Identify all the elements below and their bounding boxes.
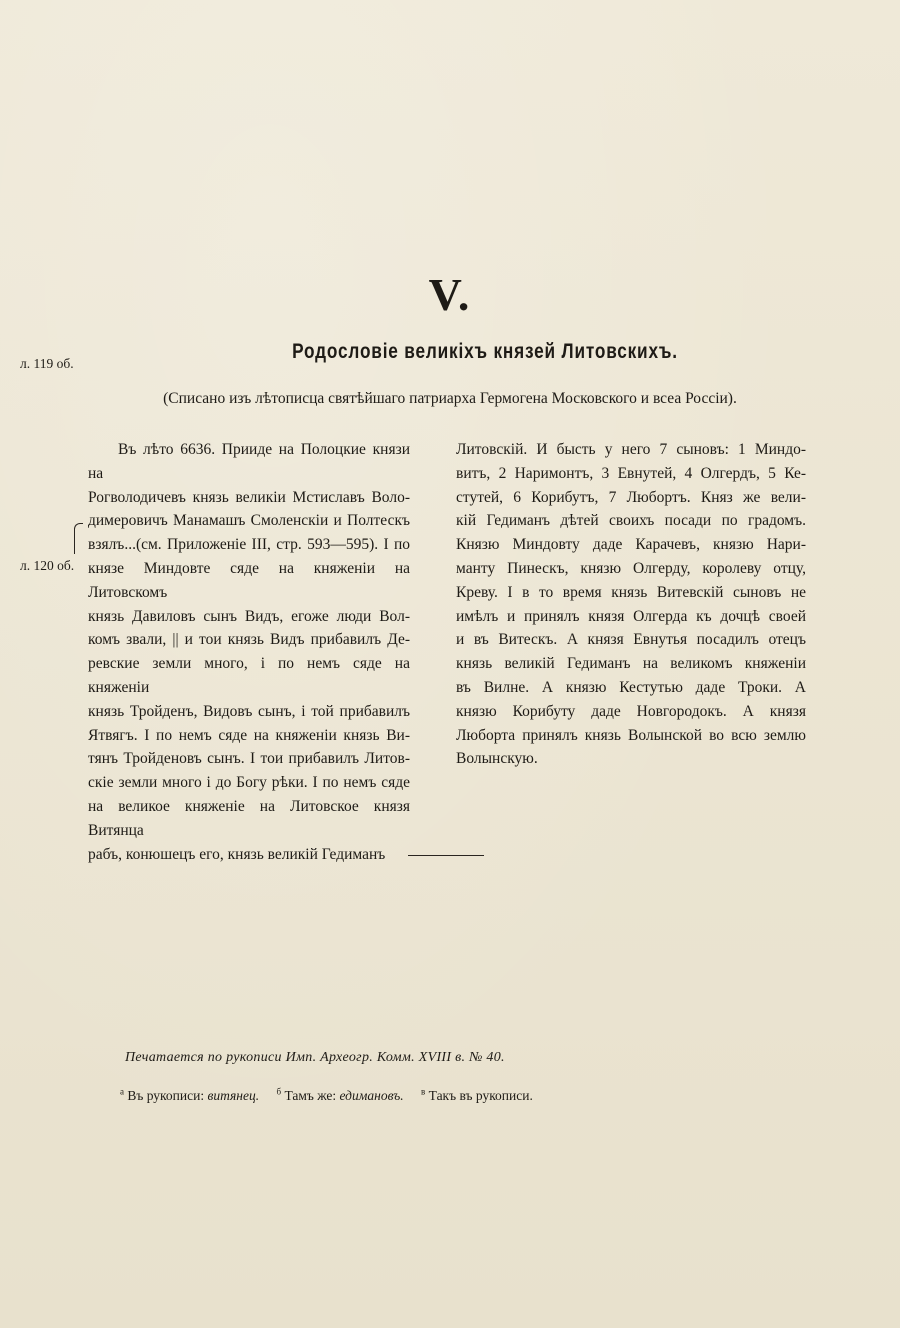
- text-line: Литовскій. И бысть у него 7 сыновъ: 1 Миндо-: [456, 441, 806, 458]
- footnote: [421, 1088, 533, 1103]
- margin-note-folio: л. 119 об.: [20, 356, 74, 371]
- page-subtitle: (Списано изъ лѣтописца святѣйшаго патриарха Гермогена Московского и всеа Россіи).: [163, 390, 737, 407]
- text-line: кій Гедиманъ дѣтей своихъ посади по градомъ.: [456, 512, 806, 530]
- section-numeral: V.: [428, 269, 472, 320]
- footnote-mark: а: [120, 1086, 124, 1096]
- text-line: Князю Миндовту даде Карачевъ, князю Нари-: [456, 536, 806, 554]
- footnote-variant: витянец.: [207, 1087, 260, 1103]
- text-line: князю Корибуту даде Новгородокъ. А князя: [456, 702, 806, 720]
- page-title-text: Родословіе великіхъ князей Литовскихъ.: [292, 340, 678, 363]
- text-line: князь Давиловъ сынъ Видъ, егоже люди Вол-: [88, 607, 410, 625]
- text-line: тянъ Тройденовъ сынъ. I тои прибавилъ Литов-: [88, 750, 410, 768]
- text-line: комъ звали, || и тои князь Видъ прибавилъ Де-: [88, 631, 410, 649]
- footnote-mark: в: [421, 1086, 426, 1096]
- text-line: князь Тройденъ, Видовъ сынъ, і той прибавилъ: [88, 702, 410, 720]
- text-line: Въ лѣто 6636. Прииде на Полоцкие князи на: [88, 441, 410, 482]
- margin-bracket: [74, 523, 83, 554]
- footnote: [276, 1088, 403, 1103]
- text-line: имѣлъ и принялъ князя Олгерда къ дочцѣ своей: [456, 607, 806, 625]
- footnote: [120, 1088, 259, 1103]
- page-title: [87, 340, 825, 364]
- text-column-right: [456, 438, 806, 771]
- footnote-text: Такъ въ рукописи.: [428, 1087, 533, 1103]
- text-line: Люборта принялъ князь Волынской во всю землю: [456, 726, 806, 744]
- footnote-variant: едимановъ.: [339, 1087, 404, 1103]
- text-column-left: [88, 438, 410, 866]
- footnote-text: Тамъ же:: [284, 1087, 340, 1103]
- section-divider: [408, 855, 484, 856]
- footnotes: [120, 1086, 547, 1104]
- margin-note-folio: л. 120 об.: [20, 558, 75, 573]
- text-line: стутей, 6 Корибутъ, 7 Любортъ. Княз же вели-: [456, 488, 806, 506]
- text-line: Креву. I в то время князь Витевскій сыновъ не: [456, 583, 806, 601]
- text-line: димеровичъ Манамашъ Смоленскіи и Полтескъ: [88, 512, 410, 530]
- text-line: въ Вилне. А князю Кестутью даде Троки. А: [456, 678, 806, 696]
- text-line: взялъ...(см. Приложеніе III, стр. 593—595). I по: [88, 536, 410, 554]
- text-line: Ятвягъ. I по немъ сяде на княженіи князь Ви-: [88, 726, 410, 744]
- text-line: Волынскую.: [456, 750, 538, 768]
- text-line: ревские земли много, і по немъ сяде на княженіи: [88, 655, 410, 696]
- source-note: Печатается по рукописи Имп. Археогр. Комм. XVIII в. № 40.: [125, 1050, 505, 1065]
- text-line: князь великій Гедиманъ на великомъ княженіи: [456, 655, 806, 673]
- text-line: витъ, 2 Наримонтъ, 3 Евнутей, 4 Олгердъ, 5 Ке-: [456, 464, 806, 482]
- text-line: Рогволодичевъ князь великіи Мстиславъ Воло-: [88, 488, 410, 506]
- text-line: манту Пинескъ, князю Олгерду, королеву отцу,: [456, 559, 806, 577]
- footnote-mark: б: [276, 1086, 282, 1096]
- text-line: князе Миндовте сяде на княженіи на Литовскомъ: [88, 559, 410, 601]
- text-line: скіе земли много і до Богу рѣки. I по немъ сяде: [88, 774, 410, 792]
- footnote-text: Въ рукописи:: [127, 1087, 208, 1103]
- text-line: и въ Витескъ. А князя Евнутья посадилъ отецъ: [456, 631, 806, 649]
- text-line: рабъ, конюшецъ его, князь великій Гедиманъ: [88, 845, 386, 863]
- text-line: на великое княженіе на Литовское князя Витянца: [88, 797, 410, 839]
